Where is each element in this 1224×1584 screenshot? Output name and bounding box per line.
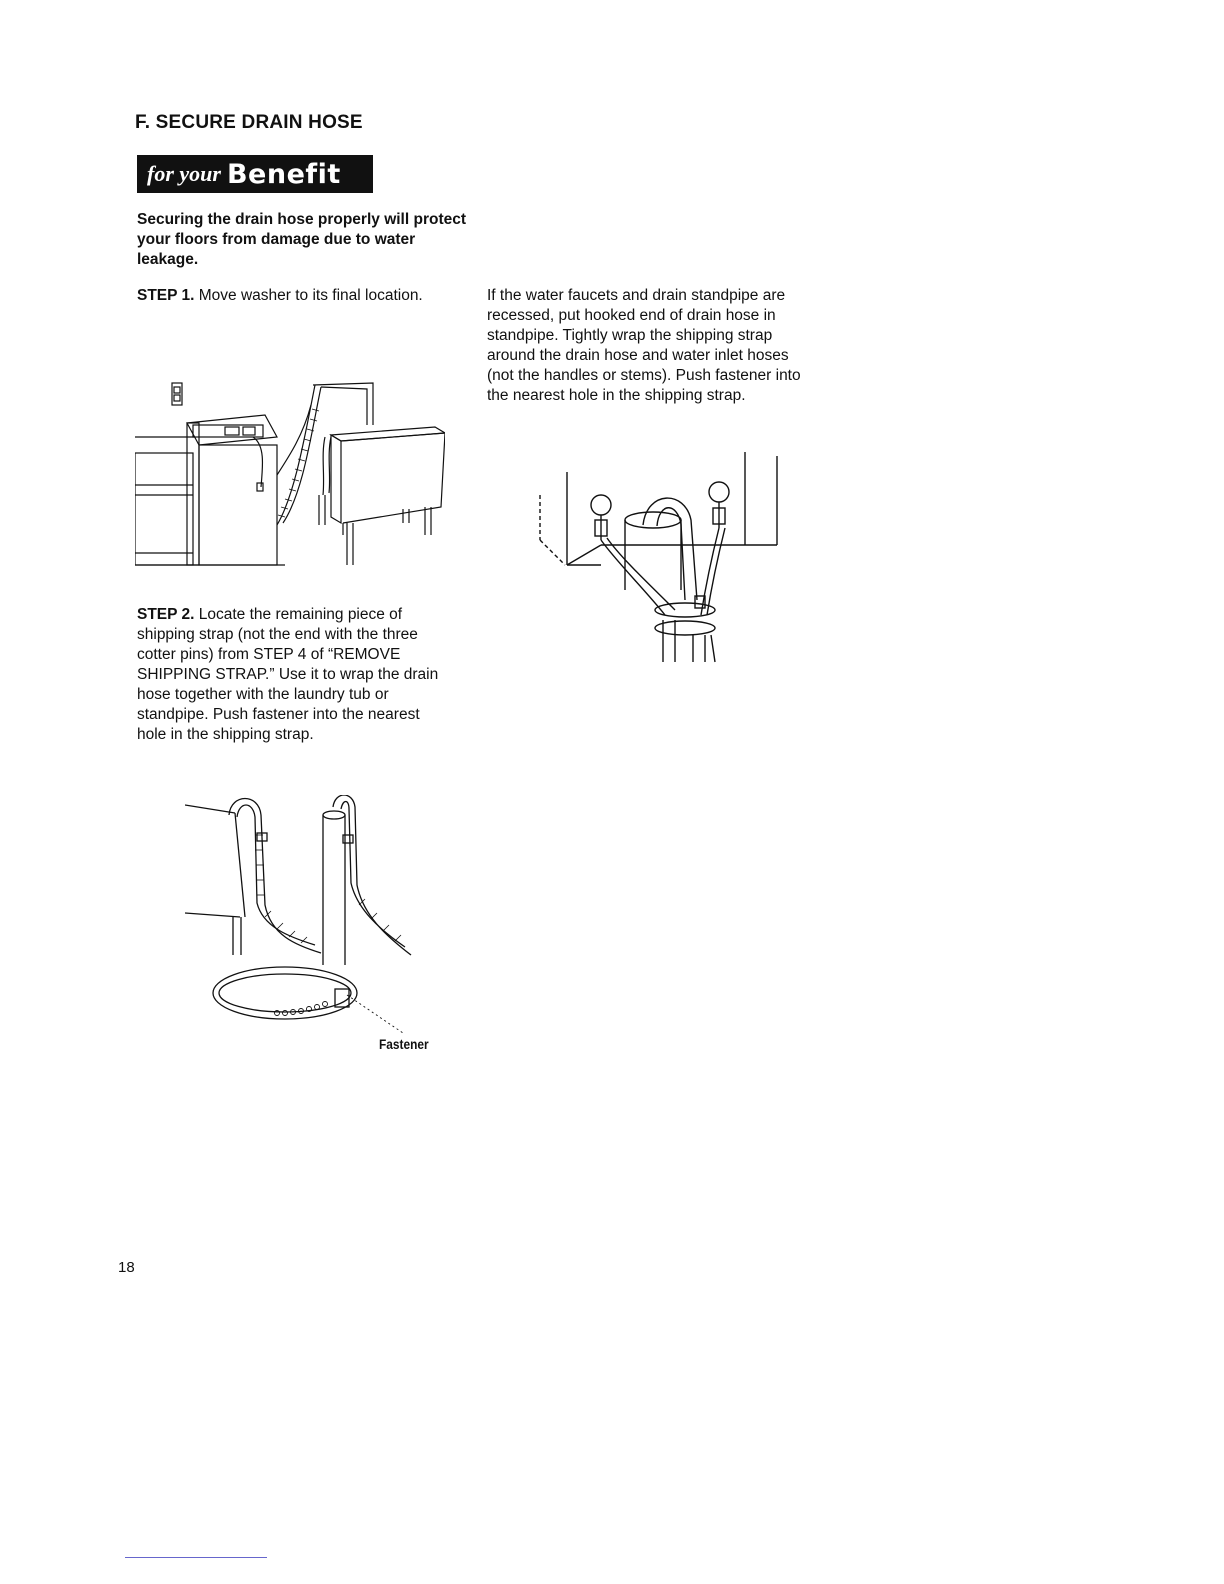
fastener-caption: Fastener <box>379 1036 429 1052</box>
page-number: 18 <box>118 1259 135 1276</box>
step2-text: Locate the remaining piece of shipping strap (not the end with the three cotter pins) from STEP 4 of “REMOVE SHIPPING STRAP.” Use it to wrap the drain hose together with the laundry tub or standpipe. Push fastener into the nearest hole in the shipping strap. <box>137 606 439 743</box>
section-title: F. SECURE DRAIN HOSE <box>135 112 363 133</box>
badge-script-text: for your <box>147 161 221 186</box>
washer-location-illustration <box>135 375 445 575</box>
recessed-paragraph: If the water faucets and drain standpipe are recessed, put hooked end of drain hose in standpipe. Tightly wrap the shipping strap around the drain hose and water inlet hoses (not the handles or stems). Push fastener into the nearest hole in the shipping strap. <box>487 287 801 404</box>
step2-label: STEP 2. <box>137 606 195 623</box>
for-your-benefit-badge <box>137 155 373 193</box>
step2-paragraph <box>137 605 447 745</box>
strap-fastener-illustration <box>185 795 445 1035</box>
step1-label: STEP 1. <box>137 287 195 304</box>
badge-benefit-text: Benefit <box>226 158 341 190</box>
step1-paragraph <box>137 286 447 306</box>
benefit-intro: Securing the drain hose properly will protect your floors from damage due to water leakage. <box>137 211 467 268</box>
footer-rule <box>125 1557 267 1558</box>
step1-text: Move washer to its final location. <box>198 287 423 304</box>
recessed-standpipe-illustration <box>535 450 785 665</box>
